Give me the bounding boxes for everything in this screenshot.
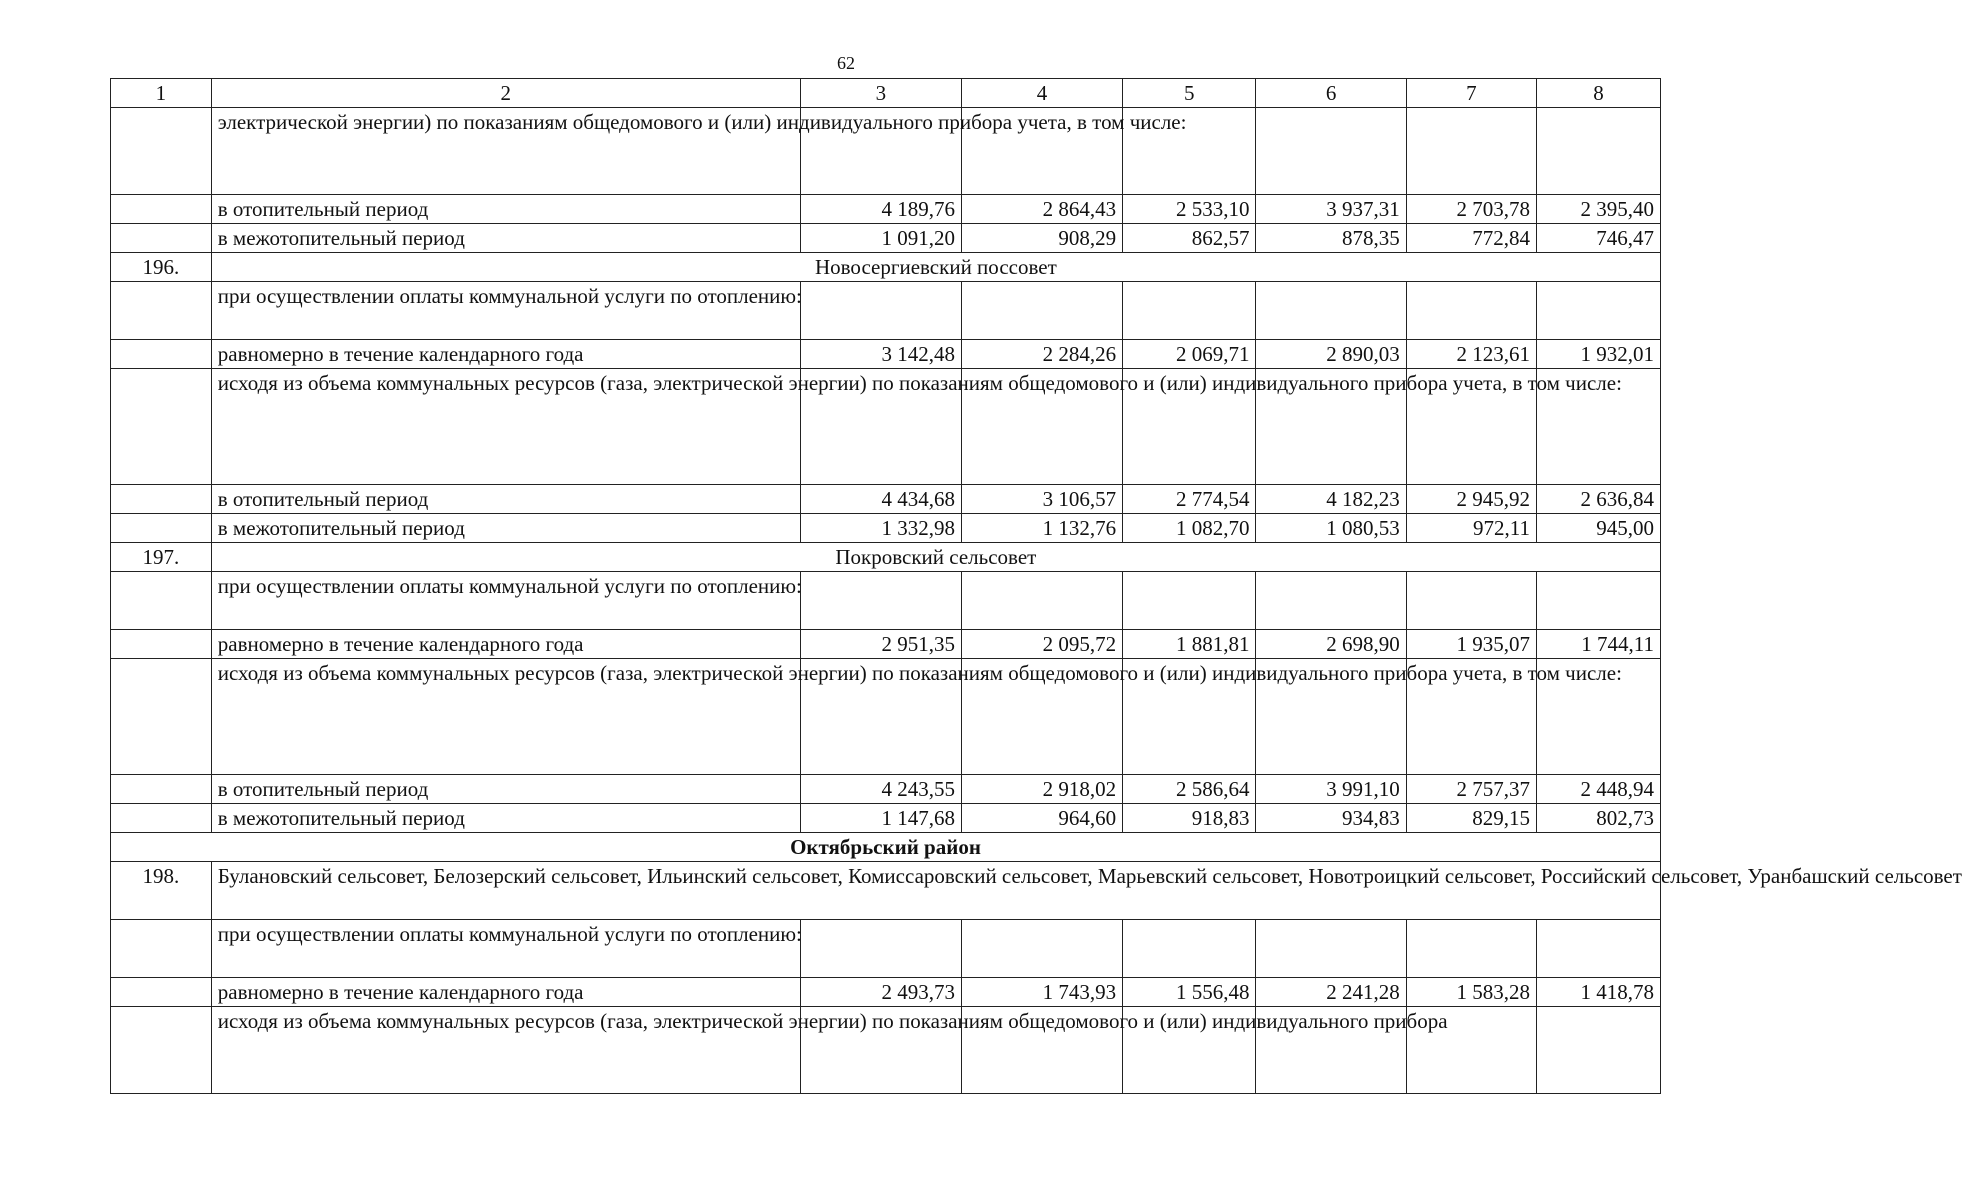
value-cell <box>1536 108 1660 195</box>
section-title: Новосергиевский поссовет <box>211 253 1660 282</box>
row-number <box>111 920 212 978</box>
row-description: электрической энергии) по показаниям общедомового и (или) индивидуального прибора учета, в том числе: <box>211 108 800 195</box>
value-cell <box>1406 920 1536 978</box>
value-cell: 2 123,61 <box>1406 340 1536 369</box>
value-cell <box>1536 572 1660 630</box>
value-cell <box>1123 920 1256 978</box>
row-number <box>111 804 212 833</box>
value-cell <box>1536 920 1660 978</box>
table-row <box>111 195 1661 224</box>
value-cell: 2 069,71 <box>1123 340 1256 369</box>
value-cell <box>1406 282 1536 340</box>
section-row <box>111 862 1661 920</box>
table-row <box>111 775 1661 804</box>
value-cell: 2 945,92 <box>1406 485 1536 514</box>
table-row <box>111 340 1661 369</box>
row-description: в межотопительный период <box>211 514 800 543</box>
value-cell: 2 698,90 <box>1256 630 1406 659</box>
row-description: в межотопительный период <box>211 224 800 253</box>
header-cell: 4 <box>961 79 1122 108</box>
row-description: равномерно в течение календарного года <box>211 340 800 369</box>
value-cell <box>1123 572 1256 630</box>
table-row <box>111 108 1661 195</box>
row-number <box>111 775 212 804</box>
row-number <box>111 572 212 630</box>
value-cell: 1 556,48 <box>1123 978 1256 1007</box>
value-cell: 2 533,10 <box>1123 195 1256 224</box>
table-body <box>111 79 1962 1094</box>
value-cell: 908,29 <box>961 224 1122 253</box>
value-cell: 1 147,68 <box>800 804 961 833</box>
table-row <box>111 485 1661 514</box>
row-description: при осуществлении оплаты коммунальной услуги по отоплению: <box>211 572 800 630</box>
table-row <box>111 659 1661 775</box>
value-cell <box>1256 572 1406 630</box>
table-row <box>111 1007 1661 1094</box>
value-cell: 862,57 <box>1123 224 1256 253</box>
value-cell: 3 937,31 <box>1256 195 1406 224</box>
value-cell: 2 918,02 <box>961 775 1122 804</box>
section-row <box>111 253 1661 282</box>
table-row <box>111 920 1661 978</box>
section-title: Булановский сельсовет, Белозерский сельсовет, Ильинский сельсовет, Комиссаровский сельсовет, Марьевский сельсовет, Новотроицкий сельсовет, Российский сельсовет, Уранбашский сельсовет <box>211 862 1660 920</box>
header-row <box>111 79 1661 108</box>
value-cell: 972,11 <box>1406 514 1536 543</box>
row-number <box>111 630 212 659</box>
row-number <box>111 978 212 1007</box>
value-cell: 934,83 <box>1256 804 1406 833</box>
value-cell: 4 189,76 <box>800 195 961 224</box>
value-cell: 1 132,76 <box>961 514 1122 543</box>
row-description: в межотопительный период <box>211 804 800 833</box>
value-cell: 945,00 <box>1536 514 1660 543</box>
section-row <box>111 543 1661 572</box>
value-cell: 964,60 <box>961 804 1122 833</box>
value-cell <box>800 920 961 978</box>
row-number <box>111 369 212 485</box>
value-cell <box>961 282 1122 340</box>
value-cell <box>1536 282 1660 340</box>
value-cell: 1 935,07 <box>1406 630 1536 659</box>
row-number <box>111 224 212 253</box>
district-title: Октябрьский район <box>111 833 1661 862</box>
row-number <box>111 195 212 224</box>
header-cell: 1 <box>111 79 212 108</box>
value-cell: 918,83 <box>1123 804 1256 833</box>
value-cell <box>1536 1007 1660 1094</box>
value-cell: 829,15 <box>1406 804 1536 833</box>
value-cell: 1 080,53 <box>1256 514 1406 543</box>
district-row <box>111 833 1661 862</box>
value-cell: 2 774,54 <box>1123 485 1256 514</box>
table-row <box>111 224 1661 253</box>
value-cell: 3 991,10 <box>1256 775 1406 804</box>
value-cell: 4 182,23 <box>1256 485 1406 514</box>
header-cell: 7 <box>1406 79 1536 108</box>
header-cell: 5 <box>1123 79 1256 108</box>
value-cell: 1 091,20 <box>800 224 961 253</box>
value-cell: 2 951,35 <box>800 630 961 659</box>
header-cell: 3 <box>800 79 961 108</box>
table-row <box>111 630 1661 659</box>
value-cell: 1 743,93 <box>961 978 1122 1007</box>
value-cell <box>1406 108 1536 195</box>
value-cell <box>961 572 1122 630</box>
value-cell: 2 864,43 <box>961 195 1122 224</box>
value-cell <box>961 920 1122 978</box>
row-number: 196. <box>111 253 212 282</box>
row-description: исходя из объема коммунальных ресурсов (газа, электрической энергии) по показаниям общедомового и (или) индивидуального прибора учета, в том числе: <box>211 369 800 485</box>
value-cell <box>800 282 961 340</box>
header-cell: 2 <box>211 79 800 108</box>
value-cell <box>1406 572 1536 630</box>
table-row <box>111 282 1661 340</box>
value-cell: 1 744,11 <box>1536 630 1660 659</box>
value-cell: 2 586,64 <box>1123 775 1256 804</box>
row-description: исходя из объема коммунальных ресурсов (газа, электрической энергии) по показаниям общедомового и (или) индивидуального прибора учета, в том числе: <box>211 659 800 775</box>
value-cell: 2 890,03 <box>1256 340 1406 369</box>
value-cell: 2 284,26 <box>961 340 1122 369</box>
value-cell: 2 395,40 <box>1536 195 1660 224</box>
row-description: в отопительный период <box>211 195 800 224</box>
table-row <box>111 514 1661 543</box>
tariff-table <box>110 78 1962 1094</box>
value-cell: 2 703,78 <box>1406 195 1536 224</box>
value-cell: 2 448,94 <box>1536 775 1660 804</box>
row-number: 197. <box>111 543 212 572</box>
row-description: равномерно в течение календарного года <box>211 630 800 659</box>
row-number <box>111 485 212 514</box>
section-title: Покровский сельсовет <box>211 543 1660 572</box>
value-cell <box>1256 920 1406 978</box>
value-cell: 802,73 <box>1536 804 1660 833</box>
row-description: исходя из объема коммунальных ресурсов (газа, электрической энергии) по показаниям общедомового и (или) индивидуального прибора <box>211 1007 800 1094</box>
value-cell: 1 932,01 <box>1536 340 1660 369</box>
row-description: в отопительный период <box>211 775 800 804</box>
value-cell: 2 636,84 <box>1536 485 1660 514</box>
value-cell: 772,84 <box>1406 224 1536 253</box>
row-number <box>111 108 212 195</box>
table-row <box>111 369 1661 485</box>
value-cell <box>1256 282 1406 340</box>
page-number: 62 <box>837 53 855 73</box>
value-cell: 1 583,28 <box>1406 978 1536 1007</box>
table-row <box>111 978 1661 1007</box>
row-number: 198. <box>111 862 212 920</box>
row-description: при осуществлении оплаты коммунальной услуги по отоплению: <box>211 282 800 340</box>
row-number <box>111 514 212 543</box>
table-row <box>111 804 1661 833</box>
value-cell: 2 493,73 <box>800 978 961 1007</box>
row-number <box>111 340 212 369</box>
value-cell <box>800 572 961 630</box>
value-cell: 746,47 <box>1536 224 1660 253</box>
value-cell: 1 418,78 <box>1536 978 1660 1007</box>
value-cell: 1 881,81 <box>1123 630 1256 659</box>
value-cell: 3 142,48 <box>800 340 961 369</box>
value-cell: 878,35 <box>1256 224 1406 253</box>
table-row <box>111 572 1661 630</box>
value-cell: 2 241,28 <box>1256 978 1406 1007</box>
value-cell: 4 434,68 <box>800 485 961 514</box>
row-description: равномерно в течение календарного года <box>211 978 800 1007</box>
value-cell: 3 106,57 <box>961 485 1122 514</box>
value-cell: 1 082,70 <box>1123 514 1256 543</box>
row-description: при осуществлении оплаты коммунальной услуги по отоплению: <box>211 920 800 978</box>
row-description: в отопительный период <box>211 485 800 514</box>
header-cell: 8 <box>1536 79 1660 108</box>
value-cell: 1 332,98 <box>800 514 961 543</box>
value-cell <box>1123 282 1256 340</box>
row-number <box>111 659 212 775</box>
row-number <box>111 1007 212 1094</box>
value-cell: 4 243,55 <box>800 775 961 804</box>
value-cell: 2 757,37 <box>1406 775 1536 804</box>
value-cell: 2 095,72 <box>961 630 1122 659</box>
header-cell: 6 <box>1256 79 1406 108</box>
row-number <box>111 282 212 340</box>
value-cell <box>1256 108 1406 195</box>
